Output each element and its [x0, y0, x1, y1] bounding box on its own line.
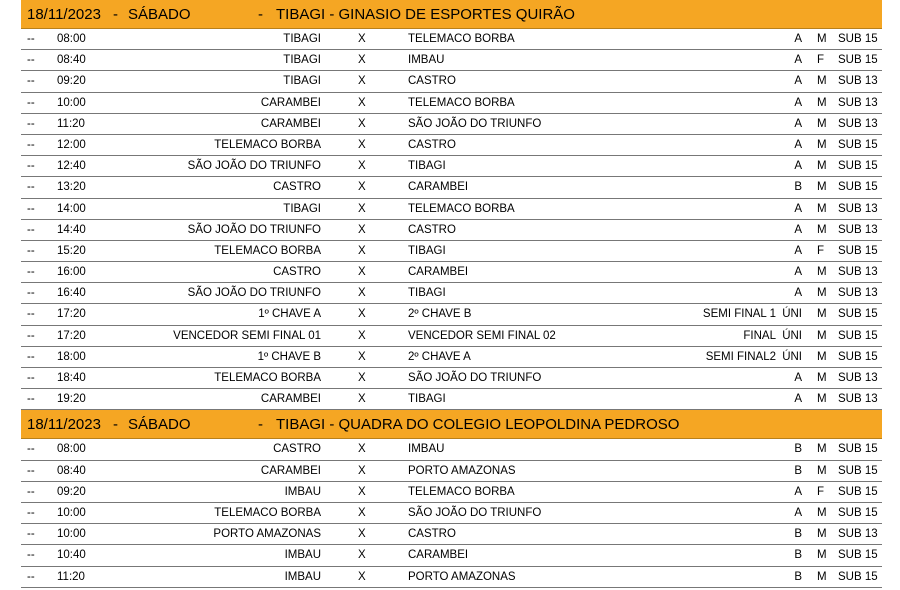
row-marker: -- — [27, 372, 35, 384]
away-team: 2º CHAVE B — [408, 308, 472, 321]
match-category: A — [794, 33, 802, 45]
row-marker: -- — [27, 266, 35, 279]
versus-mark: X — [358, 506, 366, 519]
match-row — [21, 135, 882, 156]
match-time: 09:20 — [57, 485, 86, 498]
versus-mark: X — [358, 75, 366, 88]
match-row — [21, 262, 882, 283]
match-row — [21, 50, 882, 71]
row-marker: -- — [27, 75, 35, 88]
match-gender: M — [817, 506, 827, 519]
match-gender: M — [817, 266, 827, 279]
match-gender: M — [817, 160, 827, 173]
match-row — [21, 567, 882, 588]
versus-mark: X — [358, 443, 366, 456]
age-group: SUB 15 — [838, 160, 878, 173]
away-team: TELEMACO BORBA — [408, 96, 515, 109]
row-marker: -- — [27, 464, 35, 477]
age-group: SUB 13 — [838, 287, 878, 300]
away-team: IMBAU — [408, 54, 445, 67]
match-row — [21, 114, 882, 135]
versus-mark: X — [358, 33, 366, 45]
versus-mark: X — [358, 464, 366, 477]
versus-mark: X — [358, 372, 366, 384]
home-team: IMBAU — [284, 549, 321, 562]
versus-mark: X — [358, 393, 366, 406]
match-time: 13:20 — [57, 181, 86, 194]
home-team: TELEMACO BORBA — [214, 244, 321, 257]
age-group: SUB 15 — [838, 350, 878, 363]
match-phase: FINAL — [743, 329, 776, 342]
match-gender: M — [817, 96, 827, 109]
row-marker: -- — [27, 202, 35, 215]
match-category: A — [794, 96, 802, 109]
match-time: 10:40 — [57, 549, 86, 562]
match-category: B — [794, 528, 802, 541]
age-group: SUB 13 — [838, 223, 878, 236]
match-row — [21, 283, 882, 304]
versus-mark: X — [358, 202, 366, 215]
match-category: A — [794, 54, 802, 67]
away-team: IMBAU — [408, 443, 445, 456]
match-phase: SEMI FINAL 1 — [702, 308, 776, 321]
home-team: 1º CHAVE A — [258, 308, 321, 321]
match-time: 14:00 — [57, 202, 86, 215]
match-category: A — [794, 75, 802, 88]
match-time: 16:40 — [57, 287, 86, 300]
match-row — [21, 347, 882, 368]
header-separator: - — [113, 6, 118, 23]
match-row — [21, 368, 882, 389]
match-gender: M — [817, 393, 827, 406]
match-gender: M — [817, 570, 827, 583]
match-gender: M — [817, 329, 827, 342]
match-category: B — [794, 443, 802, 456]
row-marker: -- — [27, 443, 35, 456]
versus-mark: X — [358, 117, 366, 130]
versus-mark: X — [358, 287, 366, 300]
home-team: VENCEDOR SEMI FINAL 01 — [173, 329, 321, 342]
away-team: TELEMACO BORBA — [408, 33, 515, 45]
row-marker: -- — [27, 393, 35, 406]
age-group: SUB 15 — [838, 506, 878, 519]
match-gender: M — [817, 464, 827, 477]
age-group: SUB 15 — [838, 464, 878, 477]
match-category: A — [794, 287, 802, 300]
versus-mark: X — [358, 329, 366, 342]
home-team: TIBAGI — [283, 75, 321, 88]
match-category: A — [794, 393, 802, 406]
match-category: ÚNI — [782, 329, 802, 342]
age-group: SUB 13 — [838, 117, 878, 130]
match-category: ÚNI — [782, 308, 802, 321]
match-time: 12:00 — [57, 138, 86, 151]
match-gender: M — [817, 308, 827, 321]
match-gender: M — [817, 138, 827, 151]
versus-mark: X — [358, 570, 366, 583]
versus-mark: X — [358, 181, 366, 194]
away-team: CASTRO — [408, 223, 456, 236]
match-category: A — [794, 223, 802, 236]
row-marker: -- — [27, 570, 35, 583]
match-category: A — [794, 160, 802, 173]
age-group: SUB 13 — [838, 75, 878, 88]
home-team: TELEMACO BORBA — [214, 138, 321, 151]
match-time: 10:00 — [57, 506, 86, 519]
versus-mark: X — [358, 96, 366, 109]
age-group: SUB 13 — [838, 96, 878, 109]
match-gender: M — [817, 287, 827, 300]
match-gender: M — [817, 549, 827, 562]
match-gender: F — [817, 244, 825, 257]
row-marker: -- — [27, 138, 35, 151]
age-group: SUB 15 — [838, 54, 878, 67]
age-group: SUB 15 — [838, 443, 878, 456]
away-team: TIBAGI — [408, 244, 446, 257]
match-row — [21, 156, 882, 177]
versus-mark: X — [358, 485, 366, 498]
row-marker: -- — [27, 54, 35, 67]
away-team: TELEMACO BORBA — [408, 485, 515, 498]
age-group: SUB 13 — [838, 202, 878, 215]
match-gender: M — [817, 372, 827, 384]
match-gender: M — [817, 443, 827, 456]
age-group: SUB 15 — [838, 570, 878, 583]
match-category: A — [794, 244, 802, 257]
match-row — [21, 389, 882, 410]
row-marker: -- — [27, 329, 35, 342]
match-time: 16:00 — [57, 266, 86, 279]
match-time: 08:40 — [57, 464, 86, 477]
home-team: TELEMACO BORBA — [214, 506, 321, 519]
home-team: CARAMBEI — [260, 117, 321, 130]
age-group: SUB 13 — [838, 372, 878, 384]
match-category: A — [794, 266, 802, 279]
row-marker: -- — [27, 33, 35, 45]
match-time: 17:20 — [57, 308, 86, 321]
versus-mark: X — [358, 244, 366, 257]
away-team: CASTRO — [408, 528, 456, 541]
section-header — [21, 0, 882, 29]
match-gender: M — [817, 350, 827, 363]
match-row — [21, 71, 882, 92]
match-row — [21, 304, 882, 325]
home-team: CASTRO — [273, 443, 321, 456]
versus-mark: X — [358, 138, 366, 151]
home-team: TIBAGI — [283, 33, 321, 45]
match-category: B — [794, 464, 802, 477]
match-row — [21, 220, 882, 241]
away-team: TELEMACO BORBA — [408, 202, 515, 215]
home-team: TIBAGI — [283, 202, 321, 215]
row-marker: -- — [27, 549, 35, 562]
row-marker: -- — [27, 506, 35, 519]
row-marker: -- — [27, 287, 35, 300]
home-team: CARAMBEI — [260, 464, 321, 477]
match-time: 11:20 — [57, 570, 85, 583]
match-gender: M — [817, 528, 827, 541]
row-marker: -- — [27, 181, 35, 194]
home-team: SÃO JOÃO DO TRIUNFO — [187, 287, 321, 300]
home-team: CARAMBEI — [260, 96, 321, 109]
match-row — [21, 199, 882, 220]
away-team: SÃO JOÃO DO TRIUNFO — [408, 117, 542, 130]
age-group: SUB 13 — [838, 393, 878, 406]
home-team: CASTRO — [273, 266, 321, 279]
versus-mark: X — [358, 528, 366, 541]
match-time: 08:40 — [57, 54, 86, 67]
away-team: SÃO JOÃO DO TRIUNFO — [408, 372, 542, 384]
schedule-sheet — [21, 0, 882, 588]
match-category: A — [794, 372, 802, 384]
header-venue: TIBAGI - GINASIO DE ESPORTES QUIRÃO — [276, 6, 575, 23]
away-team: CARAMBEI — [408, 549, 469, 562]
away-team: PORTO AMAZONAS — [408, 464, 516, 477]
header-separator: - — [258, 6, 263, 23]
match-time: 17:20 — [57, 329, 86, 342]
age-group: SUB 15 — [838, 308, 878, 321]
age-group: SUB 15 — [838, 181, 878, 194]
row-marker: -- — [27, 160, 35, 173]
age-group: SUB 15 — [838, 244, 878, 257]
match-gender: M — [817, 181, 827, 194]
away-team: 2º CHAVE A — [408, 350, 471, 363]
row-marker: -- — [27, 223, 35, 236]
match-category: A — [794, 485, 802, 498]
away-team: SÃO JOÃO DO TRIUNFO — [408, 506, 542, 519]
home-team: SÃO JOÃO DO TRIUNFO — [187, 223, 321, 236]
home-team: IMBAU — [284, 570, 321, 583]
match-time: 08:00 — [57, 33, 86, 45]
home-team: CARAMBEI — [260, 393, 321, 406]
match-time: 15:20 — [57, 244, 86, 257]
age-group: SUB 13 — [838, 528, 878, 541]
match-gender: M — [817, 117, 827, 130]
row-marker: -- — [27, 117, 35, 130]
away-team: CASTRO — [408, 138, 456, 151]
away-team: TIBAGI — [408, 160, 446, 173]
match-time: 18:40 — [57, 372, 86, 384]
match-row — [21, 524, 882, 545]
header-venue: TIBAGI - QUADRA DO COLEGIO LEOPOLDINA PEDROSO — [276, 416, 680, 434]
header-weekday: SÁBADO — [128, 416, 191, 434]
match-time: 14:40 — [57, 223, 86, 236]
match-row — [21, 439, 882, 460]
match-category: A — [794, 202, 802, 215]
header-separator: - — [258, 416, 263, 434]
match-category: ÚNI — [782, 350, 802, 363]
match-time: 19:20 — [57, 393, 86, 406]
versus-mark: X — [358, 308, 366, 321]
home-team: TELEMACO BORBA — [214, 372, 321, 384]
match-category: A — [794, 138, 802, 151]
age-group: SUB 15 — [838, 138, 878, 151]
match-time: 12:40 — [57, 160, 86, 173]
match-row — [21, 241, 882, 262]
row-marker: -- — [27, 350, 35, 363]
row-marker: -- — [27, 308, 35, 321]
match-category: A — [794, 117, 802, 130]
match-gender: M — [817, 33, 827, 45]
away-team: TIBAGI — [408, 287, 446, 300]
match-time: 10:00 — [57, 528, 86, 541]
match-row — [21, 326, 882, 347]
match-gender: M — [817, 75, 827, 88]
age-group: SUB 15 — [838, 329, 878, 342]
versus-mark: X — [358, 549, 366, 562]
match-gender: M — [817, 202, 827, 215]
row-marker: -- — [27, 485, 35, 498]
home-team: PORTO AMAZONAS — [213, 528, 321, 541]
match-row — [21, 177, 882, 198]
row-marker: -- — [27, 96, 35, 109]
header-date: 18/11/2023 — [27, 416, 101, 434]
versus-mark: X — [358, 160, 366, 173]
versus-mark: X — [358, 266, 366, 279]
match-gender: F — [817, 54, 825, 67]
home-team: TIBAGI — [283, 54, 321, 67]
home-team: SÃO JOÃO DO TRIUNFO — [187, 160, 321, 173]
match-phase: SEMI FINAL2 — [705, 350, 776, 363]
match-row — [21, 93, 882, 114]
versus-mark: X — [358, 223, 366, 236]
header-date: 18/11/2023 — [27, 6, 101, 23]
match-row — [21, 461, 882, 482]
age-group: SUB 15 — [838, 549, 878, 562]
away-team: CASTRO — [408, 75, 456, 88]
home-team: 1º CHAVE B — [257, 350, 321, 363]
match-time: 10:00 — [57, 96, 86, 109]
away-team: VENCEDOR SEMI FINAL 02 — [408, 329, 556, 342]
match-category: A — [794, 506, 802, 519]
versus-mark: X — [358, 54, 366, 67]
home-team: IMBAU — [284, 485, 321, 498]
header-separator: - — [113, 416, 118, 434]
match-gender: F — [817, 485, 825, 498]
match-gender: M — [817, 223, 827, 236]
away-team: PORTO AMAZONAS — [408, 570, 516, 583]
away-team: TIBAGI — [408, 393, 446, 406]
age-group: SUB 15 — [838, 485, 878, 498]
match-time: 11:20 — [57, 117, 85, 130]
match-time: 08:00 — [57, 443, 86, 456]
row-marker: -- — [27, 244, 35, 257]
match-category: B — [794, 570, 802, 583]
match-row — [21, 545, 882, 566]
away-team: CARAMBEI — [408, 266, 469, 279]
versus-mark: X — [358, 350, 366, 363]
row-marker: -- — [27, 528, 35, 541]
match-row — [21, 29, 882, 50]
match-time: 18:00 — [57, 350, 86, 363]
home-team: CASTRO — [273, 181, 321, 194]
away-team: CARAMBEI — [408, 181, 469, 194]
header-weekday: SÁBADO — [128, 6, 191, 23]
match-category: B — [794, 549, 802, 562]
match-category: B — [794, 181, 802, 194]
match-time: 09:20 — [57, 75, 86, 88]
age-group: SUB 15 — [838, 33, 878, 45]
match-row — [21, 503, 882, 524]
match-row — [21, 482, 882, 503]
age-group: SUB 13 — [838, 266, 878, 279]
section-header — [21, 410, 882, 439]
